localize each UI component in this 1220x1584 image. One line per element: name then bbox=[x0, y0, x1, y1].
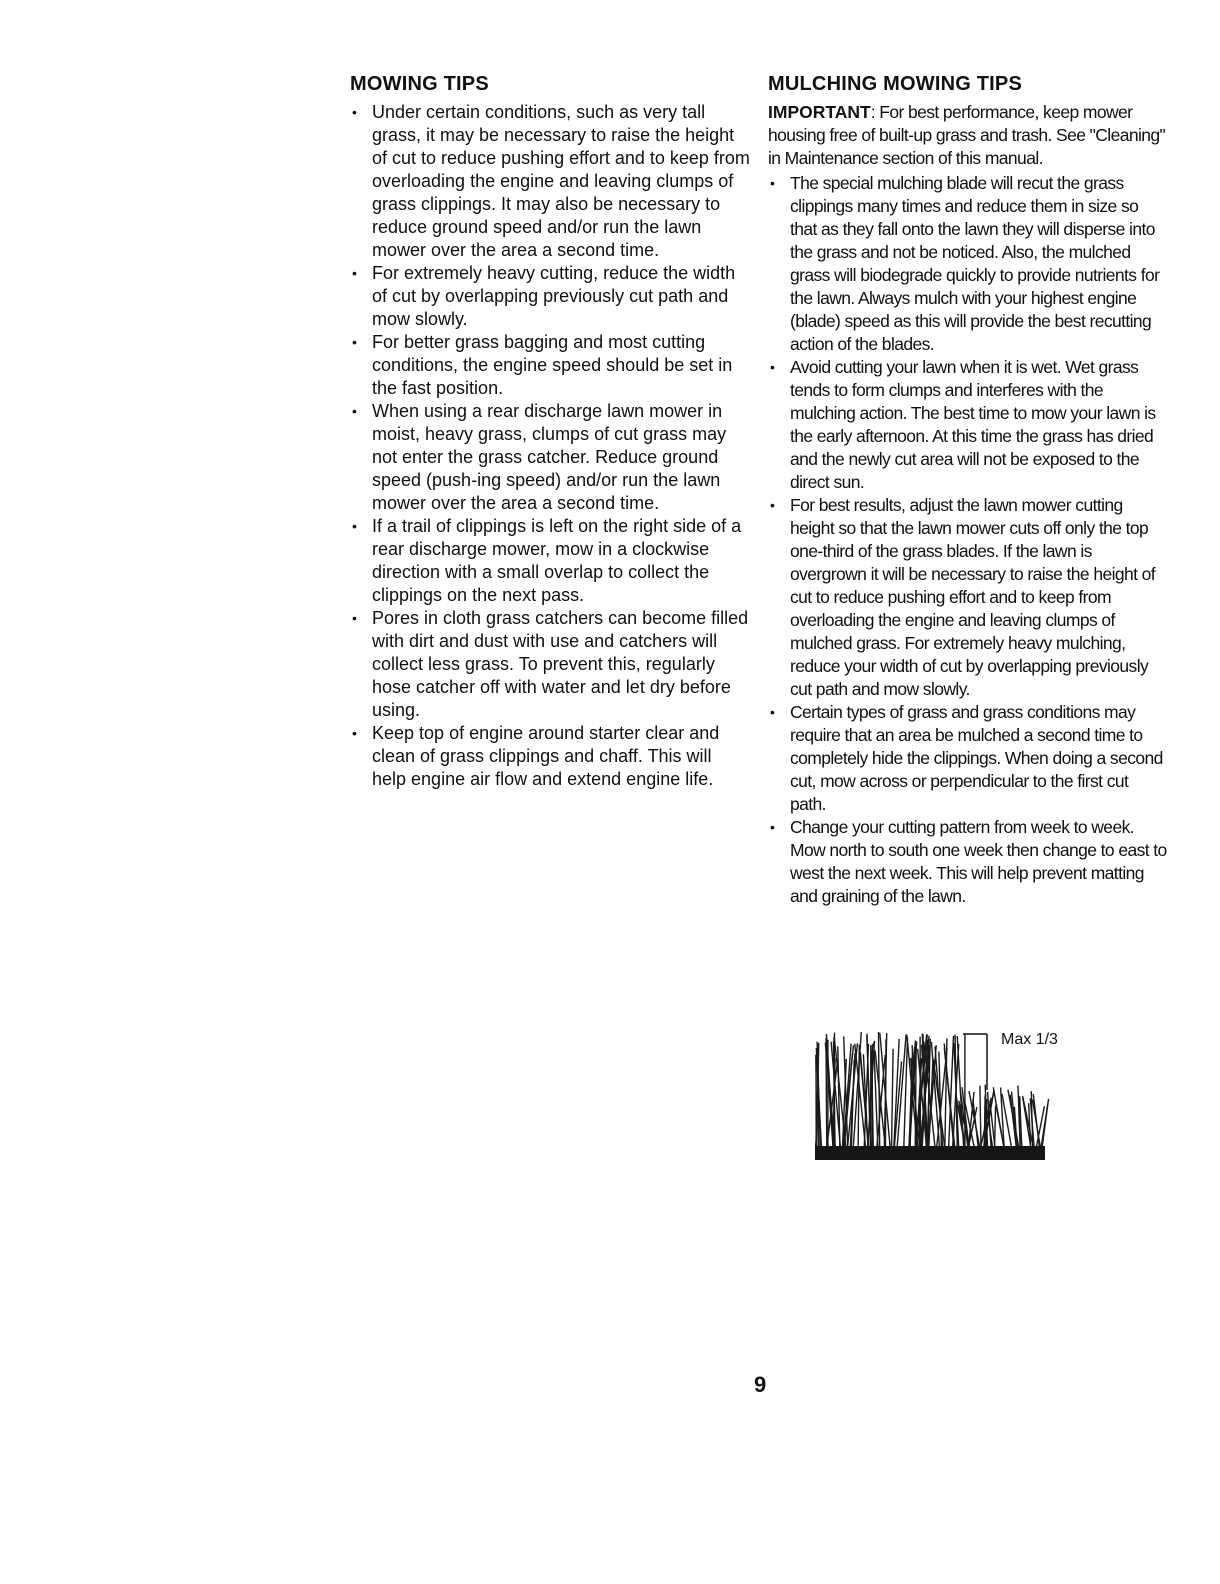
list-item: • For best results, adjust the lawn mower cutting height so that the lawn mower cuts off only the top one-third of the grass blades. If the lawn is overgrown it will be necessary to raise the height of cut to reduce pushing effort and to keep from overloading the engine and leaving clumps of mulched grass. For extremely heavy mulching, reduce your width of cut by overlapping previously cut path and mow slowly. bbox=[768, 494, 1168, 701]
important-label: IMPORTANT bbox=[768, 102, 871, 122]
grass-base bbox=[815, 1146, 1045, 1160]
mulching-tips-list bbox=[768, 172, 1168, 908]
grass-blade bbox=[980, 1086, 981, 1150]
grass-blade bbox=[885, 1039, 886, 1150]
list-item: • Pores in cloth grass catchers can become filled with dirt and dust with use and catchers will collect less grass. To prevent this, regularly hose catcher off with water and let dry before using. bbox=[350, 607, 750, 722]
grass-blade bbox=[1012, 1092, 1018, 1150]
list-item: • Certain types of grass and grass conditions may require that an area be mulched a second time to completely hide the clippings. When doing a second cut, mow across or perpendicular to the first cut path. bbox=[768, 701, 1168, 816]
list-item: • Avoid cutting your lawn when it is wet. Wet grass tends to form clumps and interferes with the mulching action. The best time to mow your lawn is the early afternoon. At this time the grass has dried and the newly cut area will not be exposed to the direct sun. bbox=[768, 356, 1168, 494]
grass-blade bbox=[1008, 1090, 1019, 1150]
max-cut-label: Max 1/3 bbox=[1001, 1031, 1058, 1048]
mulching-tips-section bbox=[768, 72, 1168, 908]
mowing-tips-heading: MOWING TIPS bbox=[350, 73, 489, 95]
mulching-tips-heading: MULCHING MOWING TIPS bbox=[768, 73, 1022, 95]
list-item: • Change your cutting pattern from week to week. Mow north to south one week then change to east to west the next week. This will help prevent matting and graining of the lawn. bbox=[768, 816, 1168, 908]
page-number: 9 bbox=[754, 1372, 767, 1397]
list-item: • Keep top of engine around starter clear and clean of grass clippings and chaff. This will help engine air flow and extend engine life. bbox=[350, 722, 750, 791]
mowing-tips-list bbox=[350, 101, 750, 791]
important-text: : For best performance, keep mower housing free of built-up grass and trash. See "Cleaning" in Maintenance section of this manual. bbox=[768, 102, 1166, 168]
grass-blade bbox=[1042, 1104, 1048, 1150]
list-item: • For better grass bagging and most cutting conditions, the engine speed should be set in the fast position. bbox=[350, 331, 750, 400]
list-item: • When using a rear discharge lawn mower in moist, heavy grass, clumps of cut grass may not enter the grass catcher. Reduce ground speed (push-ing speed) and/or run the lawn mower over the area a second time. bbox=[350, 400, 750, 515]
list-item: • For extremely heavy cutting, reduce the width of cut by overlapping previously cut path and mow slowly. bbox=[350, 262, 750, 331]
list-item: • The special mulching blade will recut the grass clippings many times and reduce them in size so that as they fall onto the lawn they will disperse into the grass and not be noticed. Also, the mulched grass will biodegrade quickly to provide nutrients for the lawn. Always mulch with your highest engine (blade) speed as this will provide the best recutting action of the blades. bbox=[768, 172, 1168, 356]
grass-blade bbox=[892, 1049, 894, 1150]
list-item: • If a trail of clippings is left on the right side of a rear discharge mower, mow in a clockwise direction with a small overlap to collect the clippings on the next pass. bbox=[350, 515, 750, 607]
grass-blade bbox=[984, 1096, 985, 1150]
list-item: • Under certain conditions, such as very tall grass, it may be necessary to raise the height of cut to reduce pushing effort and to keep from overloading the engine and leaving clumps of grass clippings. It may also be necessary to reduce ground speed and/or run the lawn mower over the area a second time. bbox=[350, 101, 750, 262]
important-note bbox=[768, 101, 1168, 170]
mowing-tips-section bbox=[350, 72, 750, 791]
